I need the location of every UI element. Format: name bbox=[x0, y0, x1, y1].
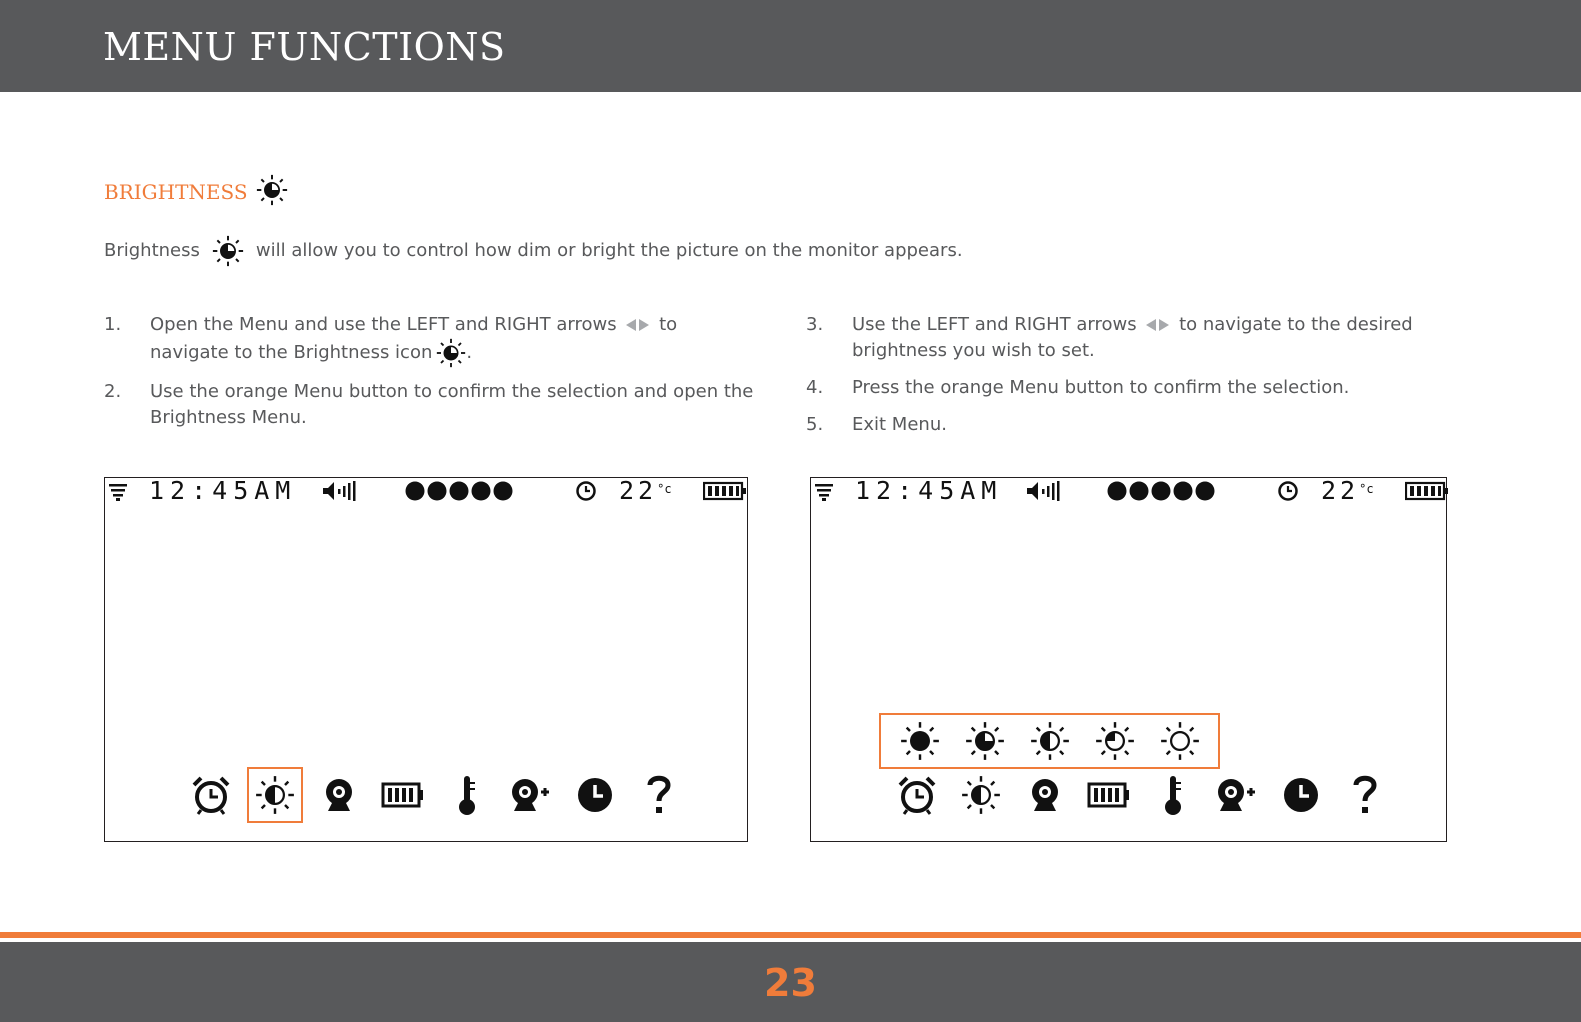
brightness-full-icon bbox=[900, 721, 940, 761]
help-icon bbox=[644, 773, 674, 817]
volume-icon bbox=[321, 478, 361, 504]
time-display: 12:45AM bbox=[149, 476, 297, 505]
brightness-level-selector bbox=[879, 713, 1220, 769]
step-number: 2. bbox=[104, 381, 122, 402]
step-text: to bbox=[659, 314, 678, 335]
menu-bar bbox=[183, 767, 695, 823]
timer-icon bbox=[1277, 478, 1299, 504]
signal-strength-icon bbox=[107, 478, 129, 504]
step-number: 1. bbox=[104, 314, 122, 335]
timer-icon bbox=[575, 478, 597, 504]
add-camera-icon bbox=[1213, 775, 1261, 815]
add-camera-icon bbox=[507, 775, 555, 815]
camera-icon bbox=[319, 775, 359, 815]
intro-text-start: Brightness bbox=[104, 240, 200, 261]
brightness-empty-icon bbox=[1160, 721, 1200, 761]
menu-item-add-camera[interactable] bbox=[1209, 767, 1265, 823]
step-text: Exit Menu. bbox=[852, 414, 947, 435]
menu-item-clock[interactable] bbox=[1273, 767, 1329, 823]
step-text: brightness you wish to set. bbox=[852, 340, 1095, 361]
brightness-three-quarter-icon bbox=[965, 721, 1005, 761]
brightness-icon bbox=[436, 338, 466, 368]
battery-icon bbox=[1087, 780, 1131, 810]
step-text: . bbox=[466, 342, 473, 363]
brightness-level-3[interactable] bbox=[1017, 715, 1082, 767]
menu-item-camera[interactable] bbox=[1017, 767, 1073, 823]
battery-icon bbox=[703, 478, 747, 504]
list-item bbox=[806, 375, 1486, 401]
page-title: MENU FUNCTIONS bbox=[103, 25, 506, 69]
temperature-display bbox=[619, 478, 672, 504]
step-number: 4. bbox=[806, 377, 824, 398]
temperature-unit: °c bbox=[1359, 482, 1374, 496]
clock-icon bbox=[1281, 775, 1321, 815]
brightness-level-4[interactable] bbox=[1082, 715, 1147, 767]
help-icon bbox=[1350, 773, 1380, 817]
signal-strength-icon bbox=[813, 478, 835, 504]
clock-icon bbox=[575, 775, 615, 815]
battery-icon bbox=[1405, 478, 1449, 504]
menu-item-alarm[interactable] bbox=[183, 767, 239, 823]
menu-item-help[interactable] bbox=[1337, 767, 1393, 823]
page-number: 23 bbox=[764, 961, 817, 1005]
temperature-display bbox=[1321, 478, 1374, 504]
temperature-value: 22 bbox=[1321, 476, 1360, 505]
section-title: BRIGHTNESS bbox=[104, 180, 248, 204]
menu-item-brightness[interactable] bbox=[953, 767, 1009, 823]
brightness-level-5[interactable] bbox=[1147, 715, 1212, 767]
brightness-half-icon bbox=[1030, 721, 1070, 761]
menu-item-clock[interactable] bbox=[567, 767, 623, 823]
step-text: Use the orange Menu button to confirm the selection and open the Brightness Menu. bbox=[150, 381, 754, 428]
brightness-icon bbox=[961, 775, 1001, 815]
step-text: Use the LEFT and RIGHT arrows bbox=[852, 314, 1137, 335]
left-right-arrows-icon bbox=[1146, 319, 1169, 331]
intro-text-end: will allow you to control how dim or bright the picture on the monitor appears. bbox=[255, 240, 963, 261]
menu-item-add-camera[interactable] bbox=[503, 767, 559, 823]
menu-bar bbox=[889, 767, 1401, 823]
brightness-icon bbox=[212, 235, 244, 267]
status-bar bbox=[105, 478, 747, 504]
alarm-clock-icon bbox=[189, 773, 233, 817]
sound-level-dots bbox=[405, 478, 513, 504]
temperature-unit: °c bbox=[657, 482, 672, 496]
monitor-screen-brightness-menu bbox=[810, 477, 1447, 842]
menu-item-alarm[interactable] bbox=[889, 767, 945, 823]
battery-icon bbox=[381, 780, 425, 810]
menu-item-brightness[interactable] bbox=[247, 767, 303, 823]
list-item bbox=[806, 312, 1486, 364]
camera-icon bbox=[1025, 775, 1065, 815]
sound-level-dots bbox=[1107, 478, 1215, 504]
step-number: 5. bbox=[806, 414, 824, 435]
menu-item-battery[interactable] bbox=[375, 767, 431, 823]
steps-list-right bbox=[806, 312, 1486, 449]
step-text: to navigate to the desired bbox=[1179, 314, 1413, 335]
menu-item-temperature[interactable] bbox=[439, 767, 495, 823]
time-display: 12:45AM bbox=[855, 476, 1003, 505]
alarm-clock-icon bbox=[895, 773, 939, 817]
brightness-icon bbox=[255, 775, 295, 815]
list-item bbox=[806, 412, 1486, 438]
menu-item-camera[interactable] bbox=[311, 767, 367, 823]
left-right-arrows-icon bbox=[626, 319, 649, 331]
brightness-level-1[interactable] bbox=[887, 715, 952, 767]
status-bar bbox=[811, 478, 1446, 504]
menu-item-help[interactable] bbox=[631, 767, 687, 823]
section-heading bbox=[104, 174, 288, 210]
step-text: navigate to the Brightness icon bbox=[150, 342, 433, 363]
intro-paragraph bbox=[104, 235, 963, 267]
brightness-level-2[interactable] bbox=[952, 715, 1017, 767]
footer-divider bbox=[0, 932, 1581, 938]
page-footer bbox=[0, 942, 1581, 1022]
list-item bbox=[104, 312, 784, 368]
menu-item-battery[interactable] bbox=[1081, 767, 1137, 823]
temperature-value: 22 bbox=[619, 476, 658, 505]
thermometer-icon bbox=[455, 774, 479, 816]
page-header bbox=[0, 0, 1581, 92]
thermometer-icon bbox=[1161, 774, 1185, 816]
step-text: Open the Menu and use the LEFT and RIGHT arrows bbox=[150, 314, 617, 335]
volume-icon bbox=[1025, 478, 1065, 504]
step-text: Press the orange Menu button to confirm the selection. bbox=[852, 377, 1350, 398]
step-number: 3. bbox=[806, 314, 824, 335]
brightness-icon bbox=[256, 174, 288, 210]
steps-list-left bbox=[104, 312, 784, 442]
monitor-screen-main-menu bbox=[104, 477, 748, 842]
brightness-quarter-icon bbox=[1095, 721, 1135, 761]
menu-item-temperature[interactable] bbox=[1145, 767, 1201, 823]
list-item bbox=[104, 379, 784, 431]
